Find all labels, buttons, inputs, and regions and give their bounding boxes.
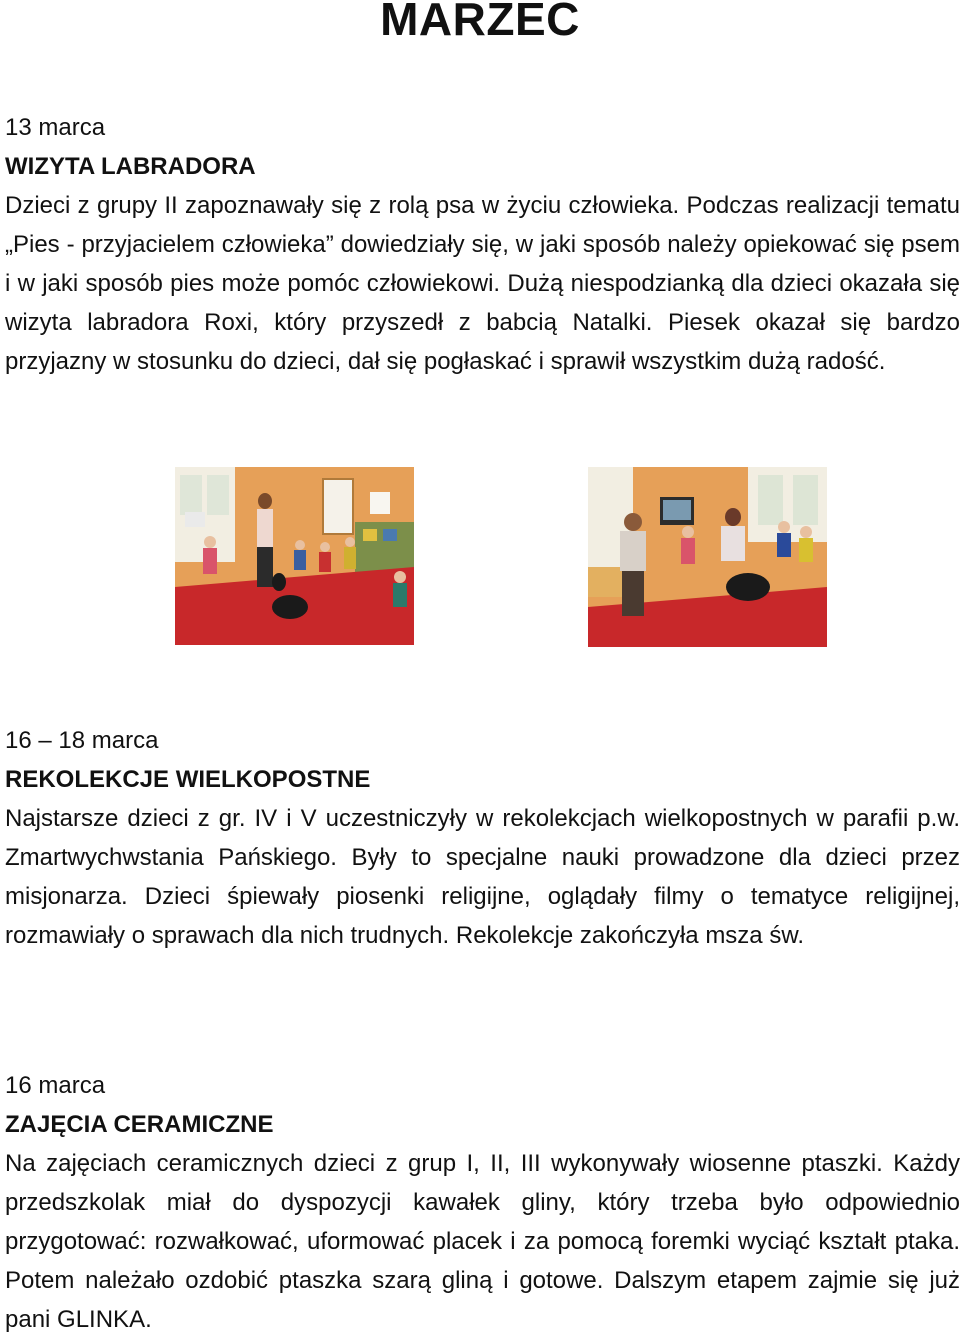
page-title: MARZEC	[380, 0, 580, 45]
section-date: 13 marca	[5, 114, 106, 141]
section-ceramic-classes	[5, 1066, 960, 1339]
section-text: Dzieci z grupy II zapoznawały się z rolą psa w życiu człowieka. Podczas realizacji tematu „Pies - przyjacielem człowieka” dowiedziały się, w jaki sposób należy opiekować się psem i w jaki sposób pies może pomóc człowiekowi. Dużą niespodzianką dla dzieci okazała się wizyta labradora Roxi, który przyszedł z babcią Natalki. Piesek okazał się bardzo przyjazny w stosunku do dzieci, dał się pogłaskać i sprawił wszystkim dużą radość.	[5, 192, 960, 375]
photo-labrador-visit-1	[175, 467, 414, 645]
section-text: Najstarsze dzieci z gr. IV i V uczestniczyły w rekolekcjach wielkopostnych w parafii p.w. Zmartwychwstania Pańskiego. Były to specjalne nauki prowadzone dla dzieci przez misjonarza. Dzieci śpiewały piosenki religijne, oglądały filmy o tematyce religijnej, rozmawiały o sprawach dla nich trudnych. Rekolekcje zakończyła msza św.	[5, 805, 960, 949]
section-heading: WIZYTA LABRADORA	[5, 153, 256, 180]
section-date: 16 – 18 marca	[5, 727, 159, 754]
photo-labrador-visit-2	[588, 467, 827, 647]
section-lenten-retreat	[5, 721, 960, 955]
section-heading: REKOLEKCJE WIELKOPOSTNE	[5, 766, 371, 793]
section-heading: ZAJĘCIA CERAMICZNE	[5, 1111, 274, 1138]
section-labrador-visit	[5, 108, 960, 381]
section-text: Na zajęciach ceramicznych dzieci z grup I, II, III wykonywały wiosenne ptaszki. Każdy przedszkolak miał do dyspozycji kawałek gliny, który trzeba było odpowiednio przygotować: rozwałkować, uformować placek i za pomocą foremki wyciąć kształt ptaka. Potem należało ozdobić ptaszka szarą gliną i gotowe. Dalszym etapem zajmie się już pani GLINKA.	[5, 1150, 960, 1333]
section-date: 16 marca	[5, 1072, 106, 1099]
